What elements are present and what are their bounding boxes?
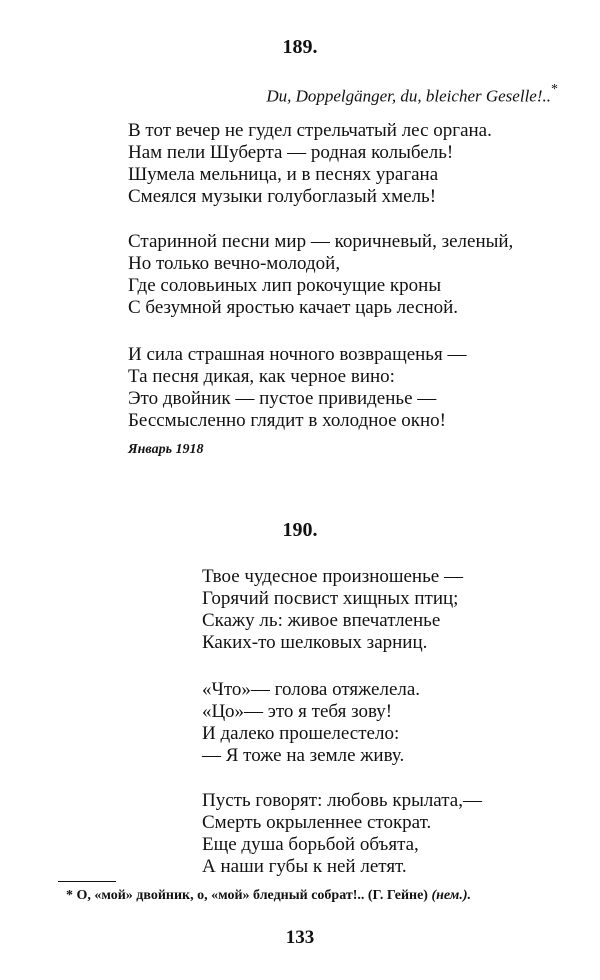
poem-190-stanza-1: [202, 566, 463, 654]
verse-line: С безумной яростью качает царь лесной.: [128, 297, 459, 318]
verse-line: Горячий посвист хищных птиц;: [202, 588, 459, 609]
verse-line: Смеялся музыки голубоглазый хмель!: [128, 186, 437, 207]
verse-line: Бессмысленно глядит в холодное окно!: [128, 410, 446, 431]
verse-line: И далеко прошелестело:: [202, 723, 400, 744]
poem-190-stanza-3: [202, 790, 482, 878]
verse-line: «Цо»— это я тебя зову!: [202, 701, 393, 722]
poem-189-date: Январь 1918: [128, 442, 204, 457]
footnote-language: (нем.).: [431, 888, 472, 903]
footnote-text: О, «мой» двойник, о, «мой» бледный собрат!.. (Г. Гейне): [76, 888, 428, 903]
epigraph: [266, 84, 558, 107]
page-number: 133: [285, 927, 315, 948]
poem-189-stanza-1: [128, 120, 492, 208]
footnote-mark: *: [66, 888, 73, 903]
verse-line: Твое чудесное произношенье —: [202, 566, 463, 587]
verse-line: В тот вечер не гудел стрельчатый лес органа.: [128, 120, 492, 141]
verse-line: Пусть говорят: любовь крылата,—: [202, 790, 482, 811]
verse-line: Но только вечно-молодой,: [128, 253, 341, 274]
verse-line: — Я тоже на земле живу.: [202, 745, 405, 766]
poem-190-number: 190.: [282, 519, 318, 541]
verse-line: «Что»— голова отяжелела.: [202, 679, 421, 700]
verse-line: Смерть окрыленнее стократ.: [202, 812, 432, 833]
verse-line: Еще душа борьбой объята,: [202, 834, 419, 855]
verse-line: Это двойник — пустое привиденье —: [128, 388, 437, 409]
footnote-marker: *: [551, 82, 558, 97]
verse-line: Та песня дикая, как черное вино:: [128, 366, 395, 387]
poem-190-stanza-2: [202, 679, 420, 767]
footnote: [66, 888, 471, 904]
footnote-divider: [58, 881, 116, 882]
poem-189-number: 189.: [282, 36, 318, 58]
verse-line: Где соловьиных лип рокочущие кроны: [128, 275, 442, 296]
verse-line: Старинной песни мир — коричневый, зеленый,: [128, 231, 514, 252]
verse-line: Нам пели Шуберта — родная колыбель!: [128, 142, 454, 163]
verse-line: Каких-то шелковых зарниц.: [202, 632, 428, 653]
poem-189-stanza-3: [128, 344, 466, 432]
epigraph-text: Du, Doppelgänger, du, bleicher Geselle!..: [266, 86, 551, 106]
verse-line: А наши губы к ней летят.: [202, 856, 407, 877]
poem-189-stanza-2: [128, 231, 513, 319]
verse-line: И сила страшная ночного возвращенья —: [128, 344, 467, 365]
verse-line: Шумела мельница, и в песнях урагана: [128, 164, 439, 185]
verse-line: Скажу ль: живое впечатленье: [202, 610, 441, 631]
